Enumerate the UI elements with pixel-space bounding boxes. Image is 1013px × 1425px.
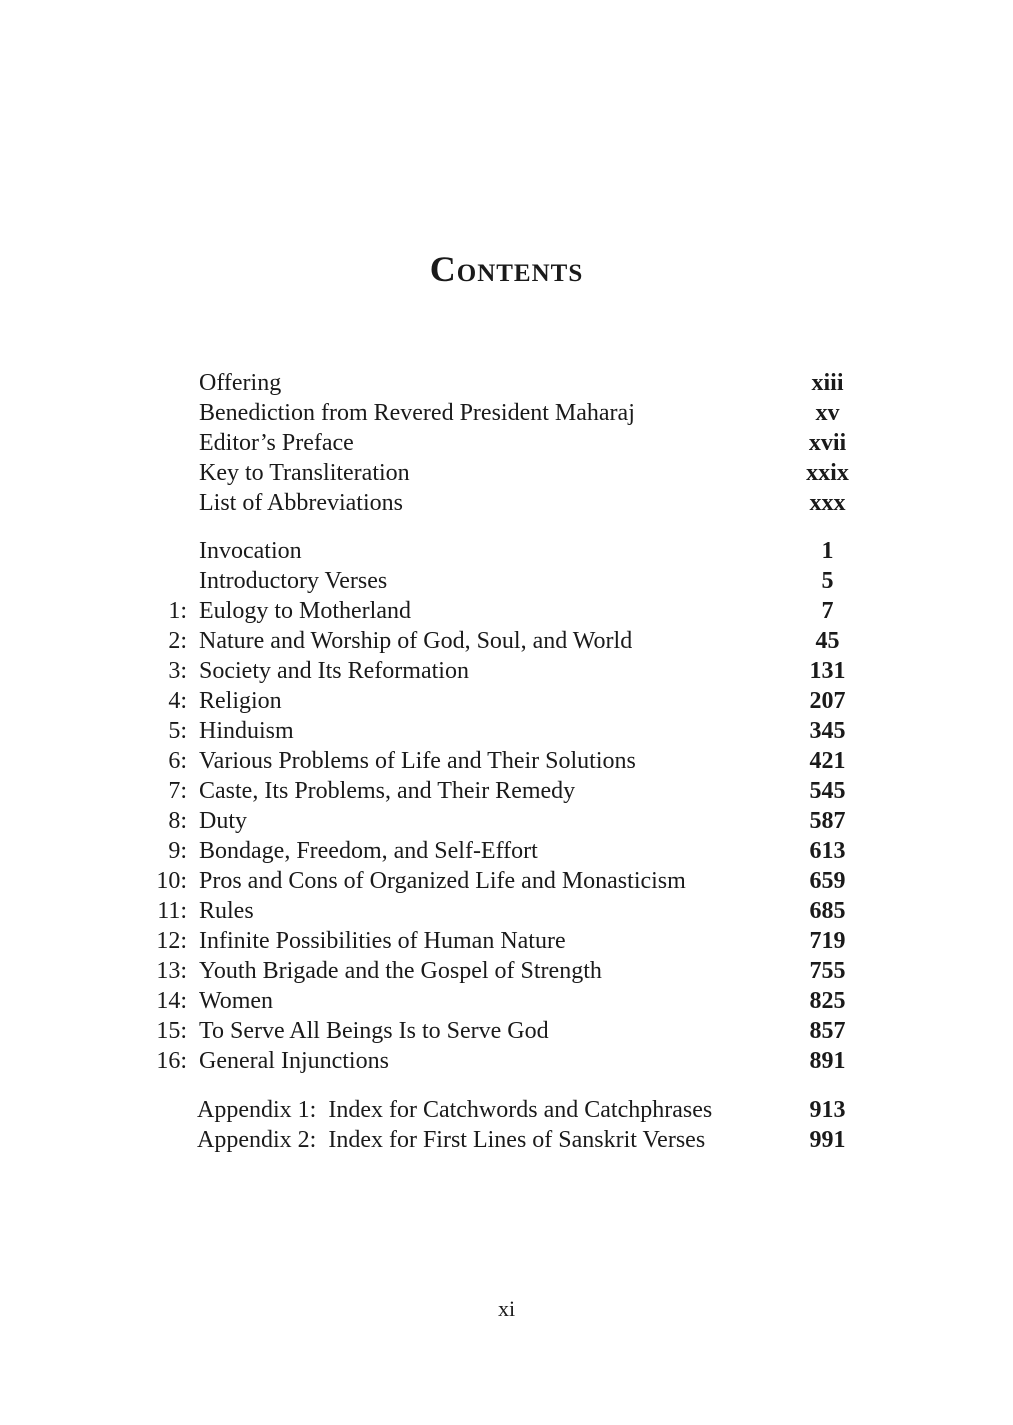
chapter-number: 11: (157, 898, 187, 924)
toc-entry-page: 891 (809, 1048, 846, 1074)
chapter-number: 7: (168, 778, 187, 804)
toc-entry-label: Appendix 2: Index for First Lines of Sanskrit Verses (197, 1127, 706, 1153)
toc-entry-page: 719 (809, 928, 846, 954)
toc-entry (0, 488, 1013, 518)
chapter-number: 3: (168, 658, 187, 684)
chapter-number: 12: (156, 928, 187, 954)
toc-entry-page: xvii (808, 430, 847, 456)
toc-entry (0, 1095, 1013, 1125)
toc-entry (0, 596, 1013, 626)
toc-entry (0, 806, 1013, 836)
toc-entry-label: Appendix 1: Index for Catchwords and Catchphrases (197, 1097, 713, 1123)
toc-entry-label: Nature and Worship of God, Soul, and World (199, 628, 633, 654)
toc-entry (0, 656, 1013, 686)
toc-entry (0, 926, 1013, 956)
chapter-number: 4: (168, 688, 187, 714)
toc-entry-label: Editor’s Preface (199, 430, 354, 456)
toc-entry-page: 991 (809, 1127, 846, 1153)
toc-entry (0, 1046, 1013, 1076)
toc-entry-label: Women (199, 988, 274, 1014)
toc-entry (0, 746, 1013, 776)
toc-entry-label: Various Problems of Life and Their Solutions (199, 748, 636, 774)
toc-entry-page: 421 (809, 748, 846, 774)
toc-entry-label: Offering (199, 370, 282, 396)
toc-entry-label: General Injunctions (199, 1048, 389, 1074)
toc-entry-page: 7 (821, 598, 834, 624)
toc-entry-page: 587 (809, 808, 846, 834)
toc-entry-page: 45 (815, 628, 840, 654)
toc-entry-label: Society and Its Reformation (199, 658, 469, 684)
chapter-number: 15: (156, 1018, 187, 1044)
toc-entry-label: Rules (199, 898, 254, 924)
toc-entry-label: Pros and Cons of Organized Life and Monasticism (199, 868, 686, 894)
front-matter-list (0, 368, 1013, 518)
chapter-number: 2: (168, 628, 187, 654)
chapter-number: 14: (156, 988, 187, 1014)
toc-entry (0, 716, 1013, 746)
toc-entry (0, 1016, 1013, 1046)
chapter-number: 10: (156, 868, 187, 894)
toc-entry-page: 913 (809, 1097, 846, 1123)
toc-entry (0, 1125, 1013, 1155)
chapter-number: 9: (168, 838, 187, 864)
toc-entry-page: 5 (821, 568, 834, 594)
toc-entry (0, 626, 1013, 656)
toc-entry-page: 825 (809, 988, 846, 1014)
toc-entry (0, 566, 1013, 596)
toc-entry (0, 458, 1013, 488)
toc-entry-label: Youth Brigade and the Gospel of Strength (199, 958, 602, 984)
toc-entry-page: 131 (809, 658, 846, 684)
toc-entry-page: 755 (809, 958, 846, 984)
toc-entry-label: Religion (199, 688, 282, 714)
toc-entry-page: 345 (809, 718, 846, 744)
toc-entry-label: Eulogy to Motherland (199, 598, 411, 624)
toc-entry-label: Introductory Verses (199, 568, 388, 594)
toc-entry-label: Duty (199, 808, 247, 834)
chapter-number: 1: (168, 598, 187, 624)
toc-entry-label: Bondage, Freedom, and Self-Effort (199, 838, 538, 864)
toc-entry-page: 685 (809, 898, 846, 924)
chapter-list (0, 536, 1013, 1076)
chapter-number: 13: (156, 958, 187, 984)
chapter-number: 16: (156, 1048, 187, 1074)
page-number: xi (497, 1296, 516, 1321)
toc-entry (0, 536, 1013, 566)
toc-entry-page: 1 (821, 538, 834, 564)
toc-entry (0, 368, 1013, 398)
appendix-list (0, 1095, 1013, 1155)
toc-entry (0, 866, 1013, 896)
toc-entry-label: Caste, Its Problems, and Their Remedy (199, 778, 576, 804)
chapter-number: 5: (168, 718, 187, 744)
toc-entry-label: List of Abbreviations (199, 490, 403, 516)
toc-entry-page: 857 (809, 1018, 846, 1044)
toc-entry (0, 836, 1013, 866)
toc-entry (0, 686, 1013, 716)
chapter-number: 6: (168, 748, 187, 774)
toc-entry (0, 896, 1013, 926)
toc-entry-page: xxix (806, 460, 849, 486)
toc-entry-label: Key to Transliteration (199, 460, 410, 486)
toc-entry-page: xxx (809, 490, 846, 516)
toc-entry (0, 398, 1013, 428)
toc-entry-label: Invocation (199, 538, 302, 564)
toc-entry-label: To Serve All Beings Is to Serve God (199, 1018, 549, 1044)
toc-entry (0, 986, 1013, 1016)
toc-entry-label: Benediction from Revered President Maharaj (199, 400, 635, 426)
chapter-number: 8: (168, 808, 187, 834)
toc-entry (0, 428, 1013, 458)
toc-entry-page: 613 (809, 838, 846, 864)
toc-entry (0, 956, 1013, 986)
toc-entry-page: xiii (811, 370, 844, 396)
toc-entry-page: xv (815, 400, 840, 426)
page-title: Contents (429, 249, 584, 289)
toc-entry-page: 545 (809, 778, 846, 804)
toc-entry-label: Infinite Possibilities of Human Nature (199, 928, 566, 954)
toc-entry-page: 659 (809, 868, 846, 894)
toc-entry (0, 776, 1013, 806)
toc-entry-page: 207 (809, 688, 846, 714)
toc-entry-label: Hinduism (199, 718, 294, 744)
